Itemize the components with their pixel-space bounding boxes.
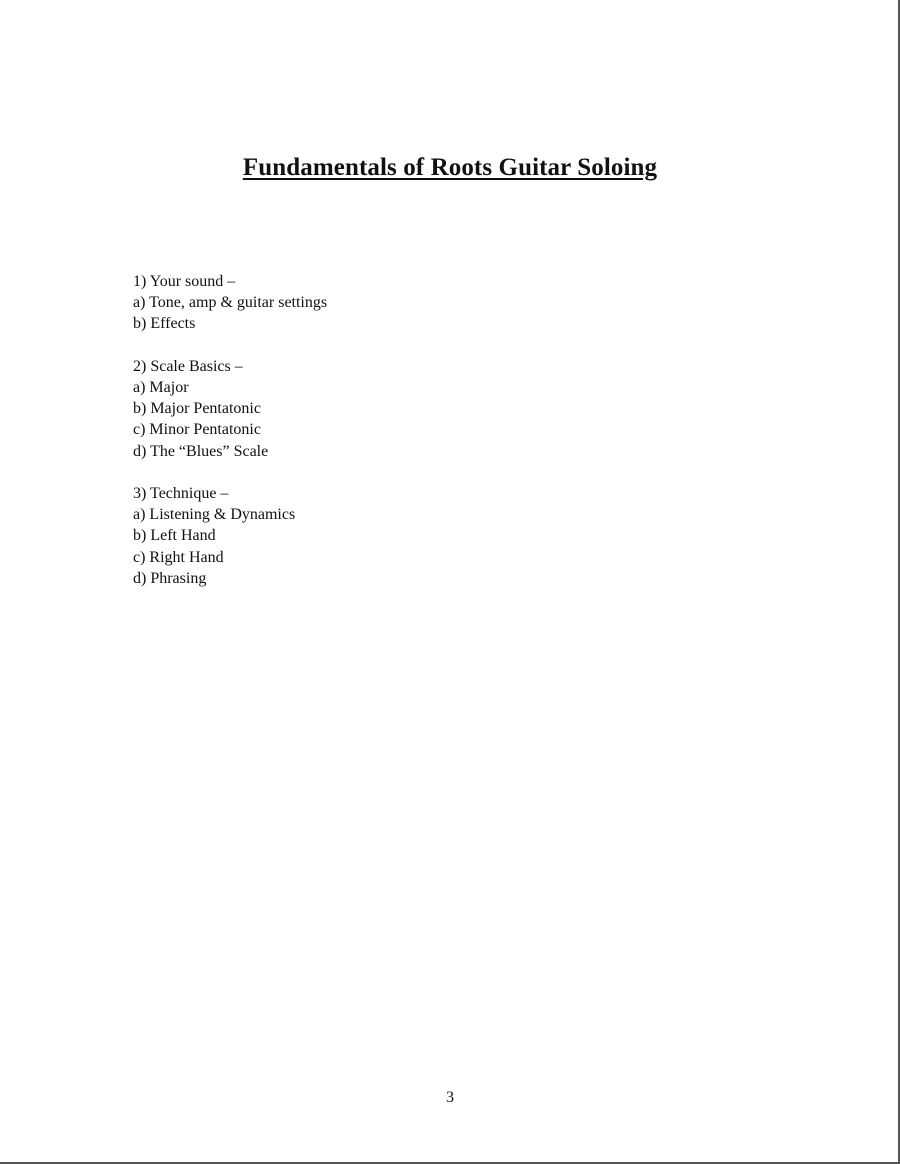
- list-item: d) Phrasing: [133, 569, 207, 587]
- section-technique: [133, 483, 327, 589]
- list-item: b) Major Pentatonic: [133, 400, 261, 418]
- list-item: c) Minor Pentatonic: [133, 421, 261, 439]
- list-item: c) Right Hand: [133, 548, 224, 566]
- page-number: 3: [446, 1089, 454, 1106]
- section-scale-basics: [133, 356, 327, 462]
- list-item: a) Tone, amp & guitar settings: [133, 294, 328, 312]
- list-item: d) The “Blues” Scale: [133, 442, 269, 460]
- section-heading: 1) Your sound –: [133, 273, 236, 290]
- list-item: b) Effects: [133, 315, 196, 333]
- list-item: a) Listening & Dynamics: [133, 506, 296, 524]
- section-heading: 3) Technique –: [133, 485, 229, 502]
- list-item: b) Left Hand: [133, 527, 216, 545]
- section-your-sound: [133, 271, 327, 335]
- outline: [133, 271, 327, 610]
- list-item: a) Major: [133, 379, 189, 396]
- section-heading: 2) Scale Basics –: [133, 357, 243, 375]
- page-title: Fundamentals of Roots Guitar Soloing: [242, 154, 658, 181]
